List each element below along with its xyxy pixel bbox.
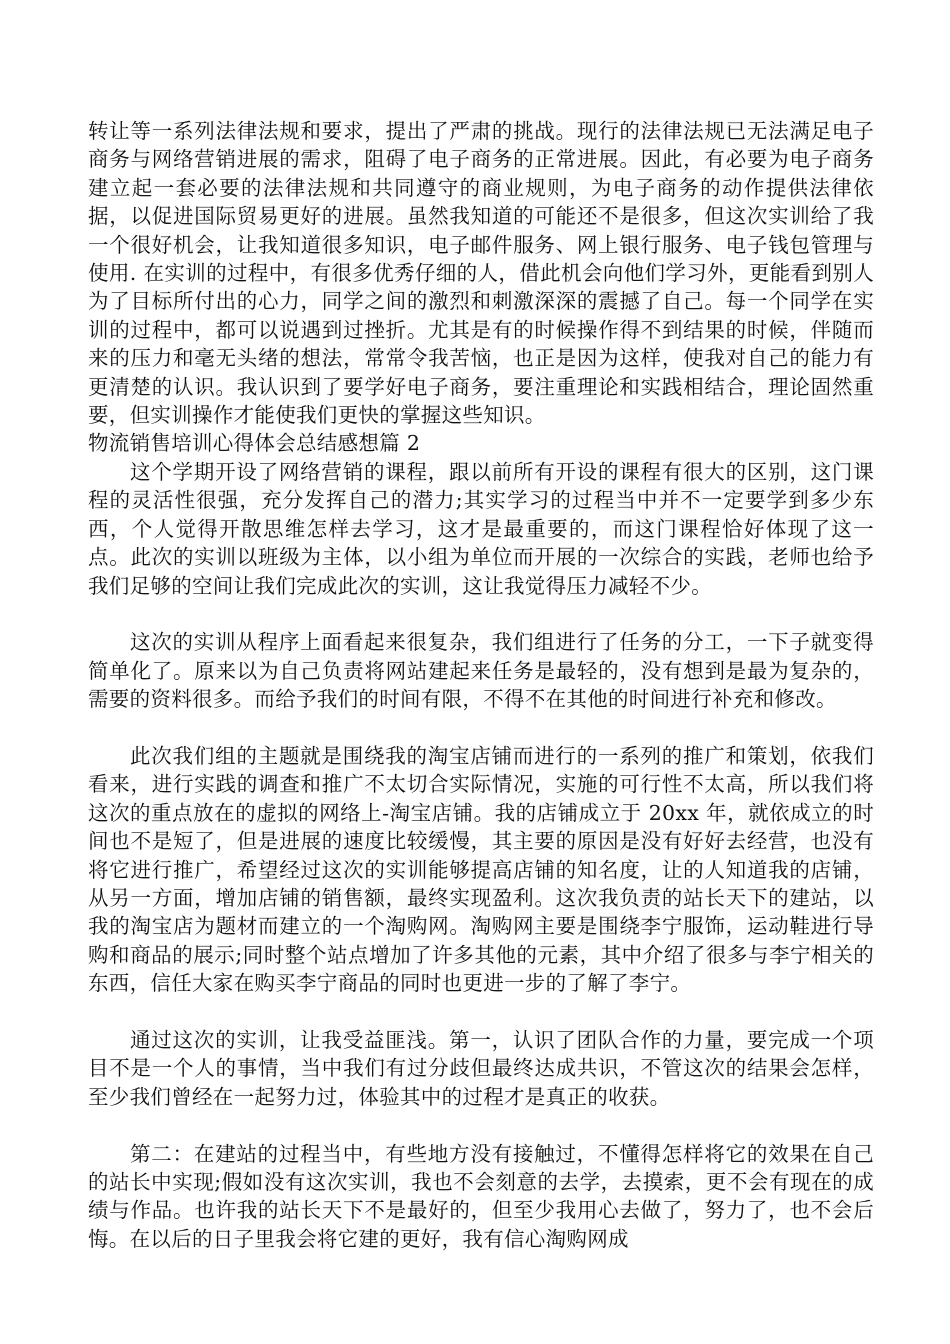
paragraph-gap (88, 998, 874, 1026)
paragraph-gap (88, 1111, 874, 1139)
paragraph-continuation: 转让等一系列法律法规和要求，提出了严肃的挑战。现行的法律法规已无法满足电子商务与网络营销进展的需求，阻碍了电子商务的正常进展。因此，有必要为电子商务建立起一套必要的法律法规和共同遵守的商业规则，为电子商务的动作提供法律依据，以促进国际贸易更好的进展。虽然我知道的可能还不是很多，但这次实训给了我一个很好机会，让我知道很多知识，电子邮件服务、网上银行服务、电子钱包管理与使用. 在实训的过程中，有很多优秀仔细的人，借此机会向他们学习外，更能看到别人为了目标所付出的心力，同学之间的激烈和刺激深深的震撼了自己。每一个同学在实训的过程中，都可以说遇到过挫折。尤其是有的时候操作得不到结果的时候，伴随而来的压力和毫无头绪的想法，常常令我苦恼，也正是因为这样，使我对自己的能力有更清楚的认识。我认识到了要学好电子商务，要注重理论和实践相结合，理论固然重要，但实训操作才能使我们更快的掌握这些知识。 (88, 119, 874, 428)
paragraph-gap (88, 600, 874, 628)
document-body (88, 117, 874, 1253)
paragraph-site-building: 第二：在建站的过程当中，有些地方没有接触过，不懂得怎样将它的效果在自己的站长中实现;假如没有这次实训，我也不会刻意的去学，去摸索，更不会有现在的成绩与作品。也许我的站长天下不是最好的，但至少我用心去做了，努力了，也不会后悔。在以后的日子里我会将它建的更好，我有信心淘购网成 (88, 1141, 874, 1251)
paragraph-teamwork: 通过这次的实训，让我受益匪浅。第一，认识了团队合作的力量，要完成一个项目不是一个人的事情，当中我们有过分歧但最终达成共识，不管这次的结果会怎样，至少我们曾经在一起努力过，体验其中的过程才是真正的收获。 (88, 1027, 874, 1109)
paragraph-course-intro: 这个学期开设了网络营销的课程，跟以前所有开设的课程有很大的区别，这门课程的灵活性很强，充分发挥自己的潜力;其实学习的过程当中并不一定要学到多少东西，个人觉得开散思维怎样去学习，这才是最重要的，而这门课程恰好体现了这一点。此次的实训以班级为主体，以小组为单位而开展的一次综合的实践，老师也给予我们足够的空间让我们完成此次的实训，这让我觉得压力减轻不少。 (88, 459, 874, 598)
paragraph-taobao-store: 此次我们组的主题就是围绕我的淘宝店铺而进行的一系列的推广和策划，依我们看来，进行实践的调查和推广不太切合实际情况，实施的可行性不太高，所以我们将这次的重点放在的虚拟的网络上-淘宝店铺。我的店铺成立于 20xx 年，就依成立的时间也不是短了，但是进展的速度比较缓慢，其主要的原因是没有好好去经营，也没有将它进行推广，希望经过这次的实训能够提高店铺的知名度，让的人知道我的店铺，从另一方面，增加店铺的销售额，最终实现盈利。这次我负责的站长天下的建站，以我的淘宝店为题材而建立的一个淘购网。淘购网主要是围绕李宁服饰，运动鞋进行导购和商品的展示;同时整个站点增加了许多其他的元素，其中介绍了很多与李宁相关的东西，信任大家在购买李宁商品的同时也更进一步的了解了李宁。 (88, 743, 874, 996)
section-heading: 物流销售培训心得体会总结感想篇 2 (88, 431, 421, 456)
paragraph-training-process: 这次的实训从程序上面看起来很复杂，我们组进行了任务的分工，一下子就变得简单化了。原来以为自己负责将网站建起来任务是最轻的，没有想到是最为复杂的，需要的资料很多。而给予我们的时间有限，不得不在其他的时间进行补充和修改。 (88, 630, 874, 712)
paragraph-gap (88, 714, 874, 742)
